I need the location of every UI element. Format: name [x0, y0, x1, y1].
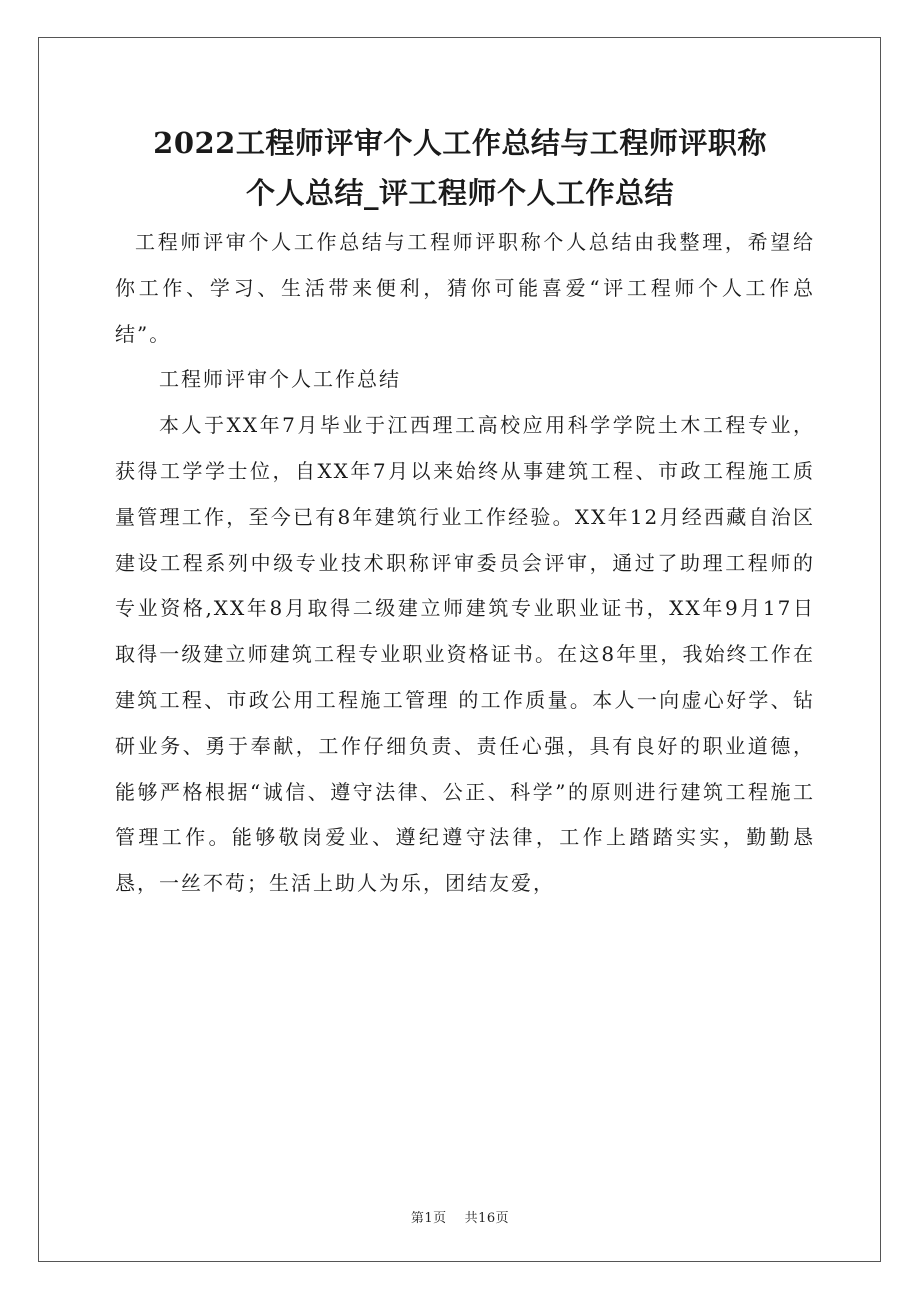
title-line-1: 2022工程师评审个人工作总结与工程师评职称	[153, 126, 767, 160]
page-footer	[0, 1207, 920, 1226]
intro-paragraph: 工程师评审个人工作总结与工程师评职称个人总结由我整理，希望给你工作、学习、生活带来便利，猜你可能喜爱“评工程师个人工作总结”。	[115, 230, 815, 346]
page-number: 第1页	[410, 1211, 447, 1226]
page-total: 共16页	[464, 1211, 510, 1226]
document-body	[115, 220, 815, 907]
title-line-2: 个人总结_评工程师个人工作总结	[245, 176, 674, 210]
document-title	[90, 118, 830, 218]
body-paragraph: 本人于XX年7月毕业于江西理工高校应用科学学院土木工程专业，获得工学学士位，自XX年7月以来始终从事建筑工程、市政工程施工质量管理工作，至今已有8年建筑行业工作经验。XX年12月经西藏自治区建设工程系列中级专业技术职称评审委员会评审，通过了助理工程师的专业资格,XX年8月取得二级建立师建筑专业职业证书，XX年9月17日取得一级建立师建筑工程专业职业资格证书。在这8年里，我始终工作在建筑工程、市政公用工程施工管理 的工作质量。本人一向虚心好学、钻研业务、勇于奉献，工作仔细负责、责任心强，具有良好的职业道德，能够严格根据“诚信、遵守法律、公正、科学”的原则进行建筑工程施工管理工作。能够敬岗爱业、遵纪遵守法律，工作上踏踏实实，勤勤恳恳，一丝不苟；生活上助人为乐，团结友爱，	[115, 413, 815, 896]
section-heading: 工程师评审个人工作总结	[159, 367, 401, 392]
